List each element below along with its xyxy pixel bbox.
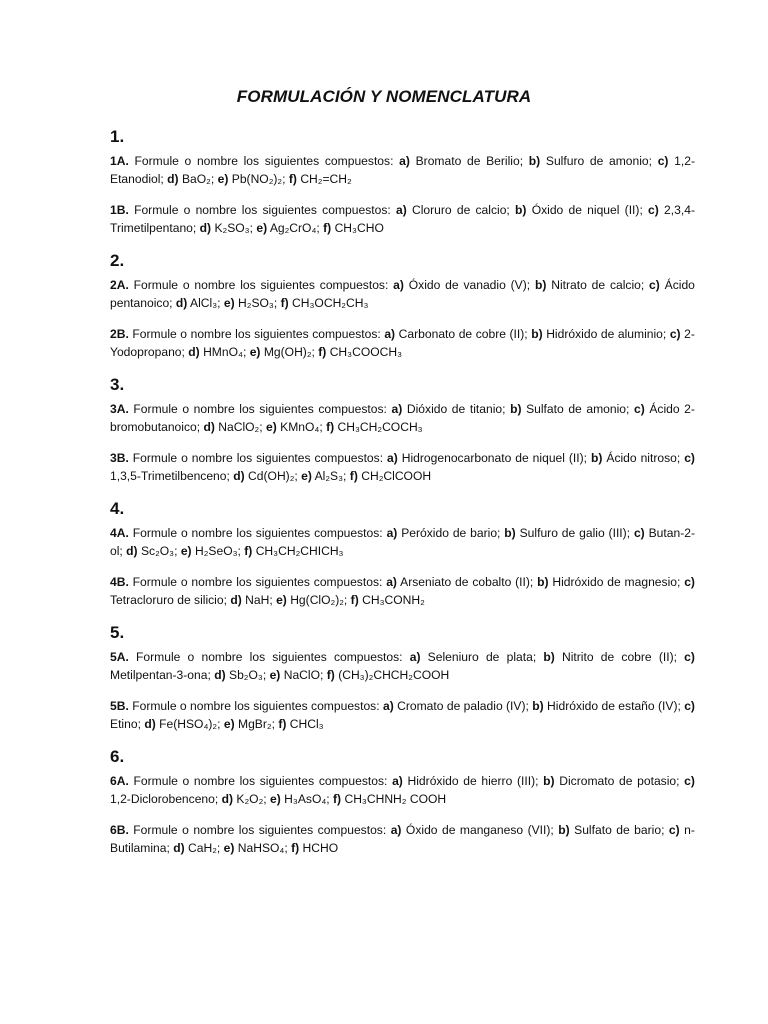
- section-5: [110, 622, 695, 733]
- compound-f: CHCl₃: [289, 717, 324, 731]
- exercise-item: [110, 821, 695, 857]
- compound-d: HMnO₄;: [203, 345, 247, 359]
- section-number: 5.: [110, 623, 125, 642]
- exercise-instruction: Formule o nombre los siguientes compuestos:: [133, 823, 387, 837]
- compound-c: 1,3,5-Trimetilbenceno;: [110, 469, 230, 483]
- option-marker: c): [669, 327, 681, 341]
- option-marker: d): [214, 668, 226, 682]
- option-marker: c): [684, 699, 695, 713]
- compound-b: Nitrato de calcio;: [551, 278, 645, 292]
- option-marker: f): [349, 469, 358, 483]
- compound-f: CH₃OCH₂CH₃: [292, 296, 369, 310]
- exercise-instruction: Formule o nombre los siguientes compuestos:: [134, 203, 391, 217]
- option-marker: c): [668, 823, 680, 837]
- exercise-label: 3B.: [110, 451, 129, 465]
- compound-d: K₂O₂;: [236, 792, 267, 806]
- compound-a: Seleniuro de plata;: [427, 650, 537, 664]
- option-marker: b): [515, 203, 527, 217]
- compound-e: Pb(NO₂)₂;: [231, 172, 286, 186]
- exercise-item: [110, 201, 695, 237]
- option-marker: d): [230, 593, 242, 607]
- option-marker: d): [144, 717, 156, 731]
- option-marker: b): [543, 774, 555, 788]
- compound-c: 2-Yodopropano;: [110, 327, 695, 359]
- exercise-label: 6B.: [110, 823, 129, 837]
- compound-b: Sulfato de amonio;: [526, 402, 630, 416]
- exercise-label: 1A.: [110, 154, 129, 168]
- compound-c: 1,2-Diclorobenceno;: [110, 792, 219, 806]
- option-marker: a): [395, 203, 407, 217]
- option-marker: b): [591, 451, 603, 465]
- exercise-instruction: Formule o nombre los siguientes compuestos:: [134, 154, 394, 168]
- option-marker: c): [684, 575, 695, 589]
- compound-b: Sulfuro de galio (III);: [519, 526, 631, 540]
- compound-c: Etino;: [110, 717, 141, 731]
- section-6: [110, 746, 695, 857]
- exercise-label: 1B.: [110, 203, 129, 217]
- exercise-item: [110, 449, 695, 485]
- section-2: [110, 250, 695, 361]
- compound-d: CaH₂;: [188, 841, 221, 855]
- compound-a: Hidrogenocarbonato de niquel (II);: [401, 451, 588, 465]
- exercise-item: [110, 325, 695, 361]
- option-marker: b): [528, 154, 541, 168]
- option-marker: a): [386, 575, 397, 589]
- option-marker: d): [173, 841, 185, 855]
- compound-b: Hidróxido de magnesio;: [552, 575, 681, 589]
- exercise-instruction: Formule o nombre los siguientes compuestos:: [136, 650, 403, 664]
- section-3: [110, 374, 695, 485]
- compound-f: CH₃COOCH₃: [329, 345, 403, 359]
- exercise-item: [110, 697, 695, 733]
- exercise-item: [110, 573, 695, 609]
- exercise-label: 4B.: [110, 575, 129, 589]
- compound-a: Hidróxido de hierro (III);: [407, 774, 539, 788]
- section-number: 1.: [110, 127, 125, 146]
- option-marker: f): [333, 792, 342, 806]
- exercise-label: 2A.: [110, 278, 129, 292]
- compound-e: Ag₂CrO₄;: [269, 221, 320, 235]
- option-marker: f): [291, 841, 300, 855]
- exercise-instruction: Formule o nombre los siguientes compuestos:: [133, 278, 389, 292]
- section-4: [110, 498, 695, 609]
- compound-c: 1,2-Etanodiol;: [110, 154, 695, 186]
- compound-d: AlCl₃;: [190, 296, 221, 310]
- option-marker: c): [657, 154, 669, 168]
- exercise-item: [110, 524, 695, 560]
- option-marker: a): [382, 699, 394, 713]
- option-marker: c): [684, 650, 695, 664]
- exercise-instruction: Formule o nombre los siguientes compuestos:: [132, 575, 383, 589]
- exercise-instruction: Formule o nombre los siguientes compuestos:: [133, 402, 387, 416]
- option-marker: b): [504, 526, 516, 540]
- section-1: [110, 126, 695, 237]
- exercise-item: [110, 648, 695, 684]
- exercise-label: 5B.: [110, 699, 129, 713]
- compound-a: Peróxido de bario;: [401, 526, 501, 540]
- option-marker: f): [350, 593, 359, 607]
- page-title: FORMULACIÓN Y NOMENCLATURA: [236, 87, 532, 106]
- compound-b: Sulfuro de amonio;: [545, 154, 653, 168]
- compound-c: Butan-2-ol;: [110, 526, 695, 558]
- option-marker: b): [537, 575, 549, 589]
- exercise-label: 4A.: [110, 526, 129, 540]
- compound-b: Sulfato de bario;: [574, 823, 665, 837]
- option-marker: e): [223, 841, 235, 855]
- option-marker: d): [233, 469, 245, 483]
- exercise-item: [110, 400, 695, 436]
- exercise-label: 2B.: [110, 327, 129, 341]
- compound-e: KMnO₄;: [280, 420, 323, 434]
- compound-f: (CH₃)₂CHCH₂COOH: [338, 668, 450, 682]
- compound-b: Ácido nitroso;: [606, 451, 681, 465]
- compound-b: Hidróxido de aluminio;: [546, 327, 667, 341]
- exercise-label: 5A.: [110, 650, 129, 664]
- compound-e: H₃AsO₄;: [284, 792, 330, 806]
- option-marker: a): [391, 402, 403, 416]
- option-marker: d): [199, 221, 212, 235]
- compound-f: CH₃CONH₂: [362, 593, 425, 607]
- option-marker: e): [223, 717, 235, 731]
- option-marker: c): [633, 526, 645, 540]
- compound-b: Dicromato de potasio;: [559, 774, 680, 788]
- option-marker: a): [409, 650, 421, 664]
- option-marker: f): [244, 544, 253, 558]
- exercise-instruction: Formule o nombre los siguientes compuestos:: [133, 774, 388, 788]
- compound-a: Carbonato de cobre (II);: [398, 327, 528, 341]
- compound-e: H₂SO₃;: [238, 296, 278, 310]
- compound-f: CH₂ClCOOH: [361, 469, 432, 483]
- option-marker: c): [648, 203, 659, 217]
- option-marker: c): [684, 451, 695, 465]
- exercise-instruction: Formule o nombre los siguientes compuestos:: [132, 451, 384, 465]
- option-marker: a): [399, 154, 410, 168]
- compound-d: Fe(HSO₄)₂;: [159, 717, 221, 731]
- option-marker: e): [269, 668, 281, 682]
- exercise-label: 6A.: [110, 774, 129, 788]
- compound-e: MgBr₂;: [238, 717, 275, 731]
- exercise-label: 3A.: [110, 402, 129, 416]
- option-marker: e): [256, 221, 268, 235]
- exercise-item: [110, 276, 695, 312]
- option-marker: a): [386, 526, 398, 540]
- option-marker: d): [175, 296, 188, 310]
- option-marker: a): [393, 278, 404, 292]
- option-marker: f): [323, 221, 332, 235]
- option-marker: f): [318, 345, 327, 359]
- compound-c: n-Butilamina;: [110, 823, 695, 855]
- option-marker: d): [126, 544, 138, 558]
- compound-d: NaH;: [245, 593, 273, 607]
- compound-b: Nitrito de cobre (II);: [561, 650, 677, 664]
- compound-e: H₂SeO₃;: [194, 544, 241, 558]
- option-marker: b): [510, 402, 522, 416]
- compound-c: Ácido pentanoico;: [110, 278, 695, 310]
- compound-f: CH₃CH₂COCH₃: [337, 420, 423, 434]
- compound-f: CH₃CHNH₂ COOH: [344, 792, 447, 806]
- exercise-instruction: Formule o nombre los siguientes compuestos:: [132, 526, 383, 540]
- option-marker: e): [249, 345, 261, 359]
- option-marker: f): [326, 668, 335, 682]
- compound-b: Hidróxido de estaño (IV);: [547, 699, 681, 713]
- exercise-item: [110, 772, 695, 808]
- option-marker: f): [280, 296, 289, 310]
- compound-d: NaClO₂;: [218, 420, 263, 434]
- compound-a: Cromato de paladio (IV);: [397, 699, 529, 713]
- compound-e: NaHSO₄;: [237, 841, 288, 855]
- option-marker: d): [188, 345, 200, 359]
- option-marker: e): [217, 172, 229, 186]
- compound-a: Dióxido de titanio;: [406, 402, 506, 416]
- compound-d: Sb₂O₃;: [229, 668, 267, 682]
- section-number: 3.: [110, 375, 125, 394]
- option-marker: c): [649, 278, 660, 292]
- compound-d: Sc₂O₃;: [140, 544, 178, 558]
- compound-b: Óxido de niquel (II);: [531, 203, 643, 217]
- compound-e: NaClO;: [283, 668, 324, 682]
- exercise-item: [110, 152, 695, 188]
- compound-f: CH₃CHO: [334, 221, 384, 235]
- option-marker: b): [543, 650, 555, 664]
- option-marker: a): [387, 451, 398, 465]
- compound-c: Metilpentan-3-ona;: [110, 668, 211, 682]
- option-marker: e): [301, 469, 312, 483]
- option-marker: e): [223, 296, 235, 310]
- compound-e: Mg(OH)₂;: [263, 345, 315, 359]
- option-marker: d): [167, 172, 179, 186]
- compound-f: HCHO: [302, 841, 339, 855]
- option-marker: d): [203, 420, 215, 434]
- compound-d: K₂SO₃;: [214, 221, 253, 235]
- compound-f: CH₃CH₂CHICH₃: [255, 544, 344, 558]
- compound-f: CH₂=CH₂: [300, 172, 352, 186]
- section-number: 2.: [110, 251, 125, 270]
- exercise-list: [110, 126, 695, 870]
- compound-a: Óxido de vanadio (V);: [408, 278, 531, 292]
- option-marker: f): [326, 420, 335, 434]
- option-marker: f): [278, 717, 287, 731]
- option-marker: b): [532, 699, 544, 713]
- option-marker: a): [392, 774, 403, 788]
- option-marker: c): [684, 774, 695, 788]
- option-marker: e): [180, 544, 192, 558]
- option-marker: e): [265, 420, 277, 434]
- option-marker: a): [384, 327, 396, 341]
- compound-d: BaO₂;: [181, 172, 215, 186]
- option-marker: e): [270, 792, 281, 806]
- option-marker: b): [531, 327, 543, 341]
- option-marker: d): [221, 792, 234, 806]
- exercise-instruction: Formule o nombre los siguientes compuestos:: [132, 699, 380, 713]
- option-marker: a): [390, 823, 402, 837]
- compound-c: Tetracloruro de silicio;: [110, 593, 227, 607]
- option-marker: e): [276, 593, 287, 607]
- option-marker: c): [633, 402, 645, 416]
- option-marker: b): [558, 823, 570, 837]
- compound-a: Óxido de manganeso (VII);: [405, 823, 554, 837]
- section-number: 6.: [110, 747, 125, 766]
- compound-a: Arseniato de cobalto (II);: [400, 575, 534, 589]
- exercise-instruction: Formule o nombre los siguientes compuestos:: [132, 327, 381, 341]
- compound-d: Cd(OH)₂;: [248, 469, 298, 483]
- option-marker: f): [288, 172, 297, 186]
- compound-c: Ácido 2-bromobutanoico;: [110, 402, 695, 434]
- compound-a: Bromato de Berilio;: [415, 154, 524, 168]
- compound-e: Al₂S₃;: [314, 469, 347, 483]
- section-number: 4.: [110, 499, 125, 518]
- compound-a: Cloruro de calcio;: [411, 203, 510, 217]
- compound-e: Hg(ClO₂)₂;: [290, 593, 348, 607]
- option-marker: b): [534, 278, 547, 292]
- compound-c: 2,3,4-Trimetilpentano;: [110, 203, 695, 235]
